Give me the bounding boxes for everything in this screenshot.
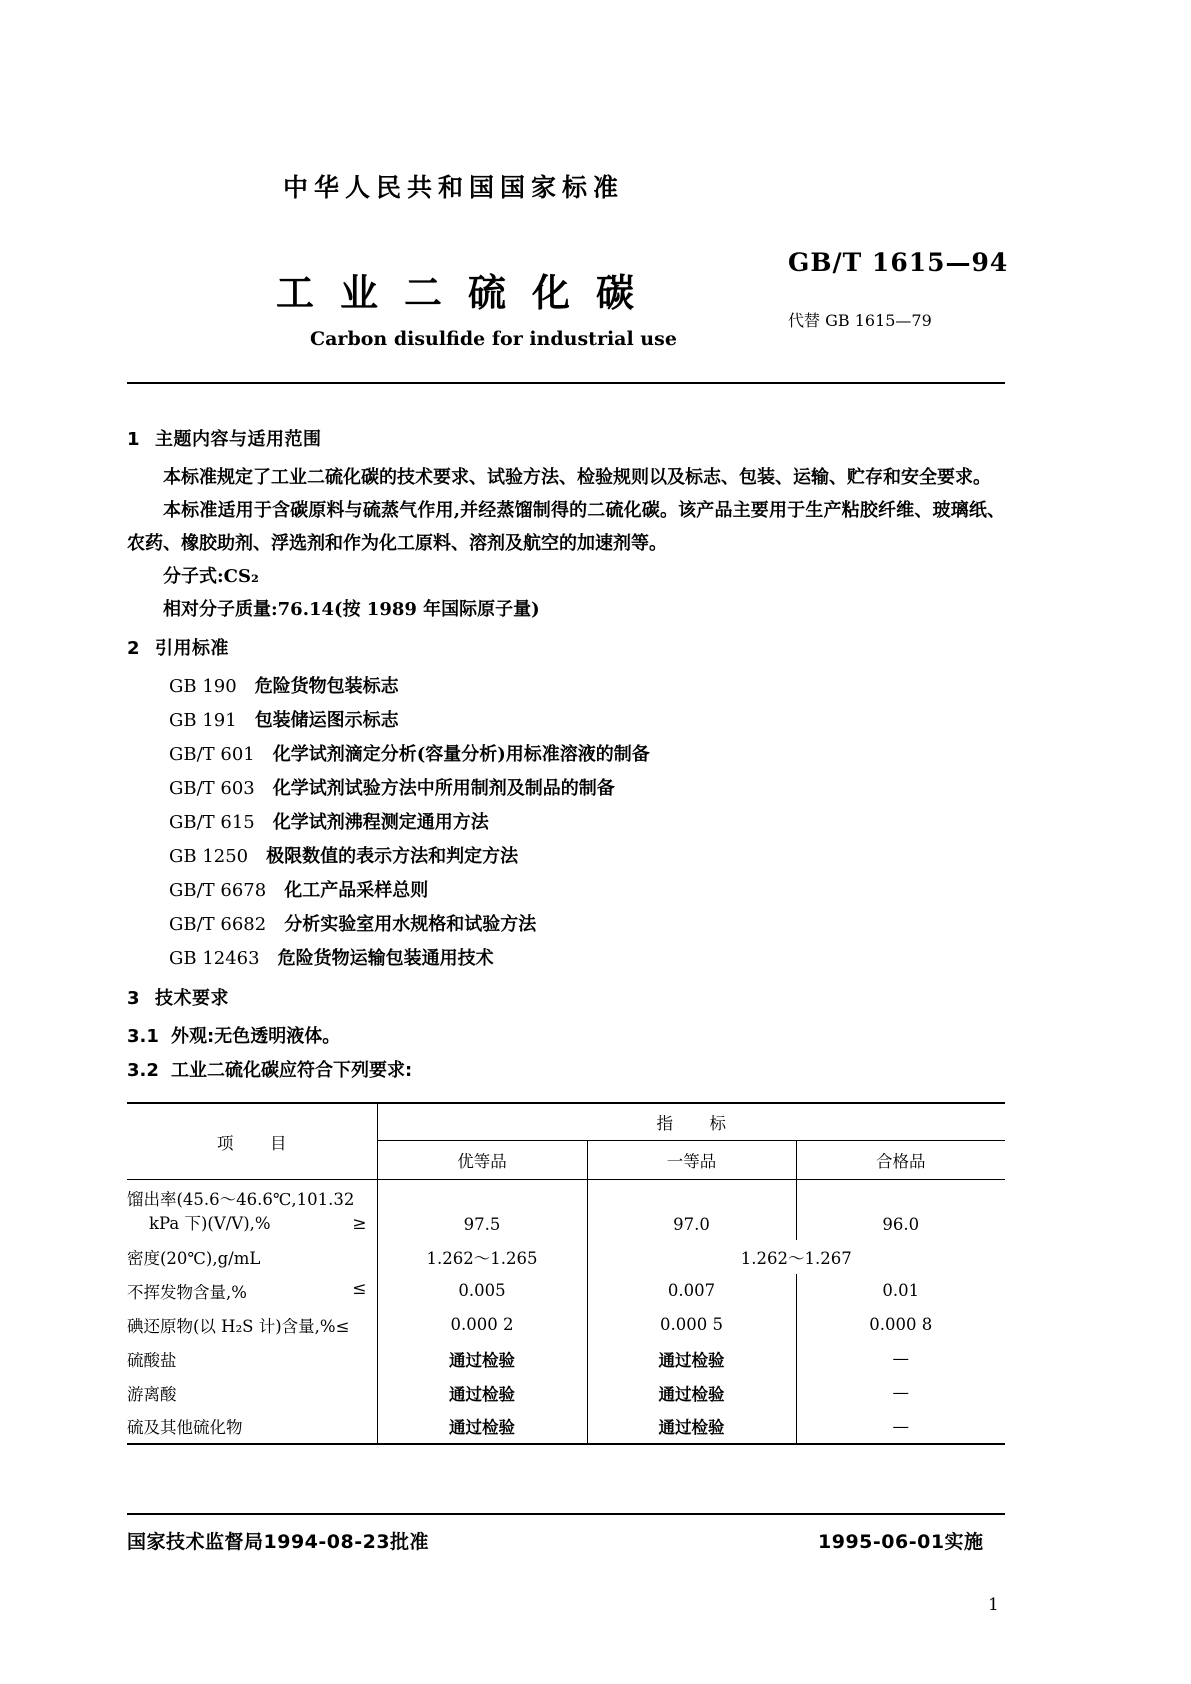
reference-code: GB/T 6682 [169, 914, 267, 935]
section-1-number: 1 [127, 429, 141, 450]
list-item [127, 704, 1005, 738]
reference-name: 危险货物包装标志 [254, 676, 399, 697]
approval-statement: 国家技术监督局1994-08-23批准 [127, 1531, 430, 1553]
section-3-2-number: 3.2 [127, 1060, 159, 1081]
reference-code: GB 191 [169, 710, 237, 731]
table-cell-value-superior: 通过检验 [377, 1410, 587, 1444]
section-1-heading [127, 425, 1005, 451]
table-row [127, 1376, 1005, 1410]
section-2-heading [127, 634, 1005, 660]
list-item [127, 908, 1005, 942]
referenced-standards-list [127, 670, 1005, 976]
table-header-index: 指 标 [377, 1103, 1005, 1141]
reference-code: GB/T 603 [169, 778, 255, 799]
section-3-2-heading [127, 1054, 1005, 1088]
item-label-line1: 密度(20℃),g/mL [127, 1248, 261, 1268]
list-item [127, 840, 1005, 874]
table-cell-value-qualified: 0.01 [882, 1281, 920, 1300]
table-row [127, 1240, 1005, 1274]
reference-code: GB 12463 [169, 948, 260, 969]
list-item [127, 738, 1005, 772]
table-row [127, 1180, 1005, 1240]
table-header-grade-superior: 优等品 [377, 1141, 587, 1180]
reference-code: GB/T 615 [169, 812, 255, 833]
table-cell-value-first: 通过检验 [587, 1410, 796, 1444]
reference-name: 极限数值的表示方法和判定方法 [266, 846, 519, 867]
table-cell-value-first: 97.0 [587, 1180, 796, 1240]
item-label-line1: 馏出率(45.6～46.6℃,101.32 [127, 1189, 355, 1209]
standard-replaces-note: 代替 GB 1615—79 [788, 311, 932, 330]
item-label-line1: 不挥发物含量,% [127, 1282, 247, 1302]
reference-name: 分析实验室用水规格和试验方法 [284, 914, 537, 935]
document-title: 工业二硫化碳 [276, 271, 661, 315]
section-3-heading [127, 984, 1005, 1010]
reference-name-secondary: 滴定分析(容量分析)用标准溶液的制备 [344, 744, 650, 765]
table-cell-value-qualified: — [892, 1383, 909, 1402]
table-cell-value-first: 通过检验 [587, 1376, 796, 1410]
reference-code: GB 190 [169, 676, 237, 697]
item-operator: ≤ [352, 1278, 367, 1299]
reference-code: GB/T 601 [169, 744, 255, 765]
list-item [127, 806, 1005, 840]
section-3-2-text: 工业二硫化碳应符合下列要求: [171, 1060, 413, 1081]
reference-name: 包装储运图示标志 [254, 710, 399, 731]
implementation-statement: 1995-06-01实施 [818, 1531, 984, 1553]
section-1-paragraph-1: 本标准规定了工业二硫化碳的技术要求、试验方法、检验规则以及标志、包装、运输、贮存和安全要求。 [163, 467, 991, 488]
list-item [127, 942, 1005, 976]
table-cell-value-superior: 0.005 [377, 1274, 587, 1308]
page-number: 1 [988, 1595, 999, 1615]
table-row [127, 1410, 1005, 1444]
reference-name: 化学试剂 [272, 744, 345, 765]
section-1-title: 主题内容与适用范围 [155, 429, 322, 450]
table-cell-item [127, 1180, 377, 1240]
list-item [127, 670, 1005, 704]
table-cell-value-first: 0.000 5 [587, 1308, 796, 1342]
table-cell-value-merged: 1.262～1.267 [740, 1248, 852, 1268]
section-2-number: 2 [127, 638, 141, 659]
section-3-1-heading [127, 1020, 1005, 1054]
table-header-grade-first: 一等品 [587, 1141, 796, 1180]
list-item [127, 772, 1005, 806]
table-header-row-1 [127, 1103, 1005, 1141]
table-row [127, 1274, 1005, 1308]
item-label-line1: 碘还原物(以 H₂S 计)含量,% [127, 1316, 336, 1336]
section-3-title: 技术要求 [155, 988, 229, 1009]
reference-name-secondary: 沸程测定通用方法 [344, 812, 489, 833]
standard-number: GB/T 1615—94 [788, 248, 1009, 277]
table-cell-item [127, 1308, 377, 1342]
table-header-item: 项 目 [127, 1103, 377, 1180]
table-cell-value-qualified: — [892, 1349, 909, 1368]
section-3-1-number: 3.1 [127, 1026, 159, 1047]
table-cell-value-qualified: — [796, 1410, 1005, 1444]
table-cell-value-first: 通过检验 [587, 1342, 796, 1376]
reference-name: 化学试剂 [272, 778, 345, 799]
section-2-title: 引用标准 [155, 638, 229, 659]
footer-divider-rule [127, 1513, 1005, 1515]
table-cell-value-first: 0.007 [587, 1274, 796, 1308]
table-row [127, 1308, 1005, 1342]
reference-name-secondary: 试验方法中所用制剂及制品的制备 [344, 778, 615, 799]
table-row [127, 1342, 1005, 1376]
item-operator: ≥ [352, 1213, 367, 1234]
item-label-line1: 硫及其他硫化物 [127, 1418, 243, 1437]
table-cell-value-qualified: 0.000 8 [869, 1315, 933, 1334]
relative-molecular-mass: 相对分子质量:76.14(按 1989 年国际原子量) [163, 599, 540, 620]
table-cell-item [127, 1240, 377, 1274]
table-cell-item [127, 1410, 377, 1444]
table-cell-value-superior: 97.5 [377, 1180, 587, 1240]
table-cell-value-superior: 通过检验 [377, 1342, 587, 1376]
header-divider-rule [127, 382, 1005, 384]
table-cell-value-superior: 1.262～1.265 [377, 1240, 587, 1274]
molecular-formula: 分子式:CS₂ [163, 566, 259, 587]
table-cell-value-superior: 通过检验 [377, 1376, 587, 1410]
table-cell-value-qualified: 96.0 [882, 1214, 920, 1234]
section-3-1-text: 外观:无色透明液体。 [171, 1026, 341, 1047]
reference-name: 化学试剂 [272, 812, 345, 833]
reference-code: GB/T 6678 [169, 880, 267, 901]
document-title-english: Carbon disulfide for industrial use [310, 328, 677, 350]
reference-code: GB 1250 [169, 846, 249, 867]
list-item [127, 874, 1005, 908]
item-operator: ≤ [335, 1316, 350, 1336]
table-cell-item [127, 1376, 377, 1410]
table-cell-item [127, 1342, 377, 1376]
table-cell-item [127, 1274, 377, 1308]
document-content [127, 425, 1005, 1445]
specification-table [127, 1102, 1005, 1445]
section-3-number: 3 [127, 988, 141, 1009]
item-label-line1: 游离酸 [127, 1384, 177, 1404]
section-1-paragraph-2: 本标准适用于含碳原料与硫蒸气作用,并经蒸馏制得的二硫化碳。该产品主要用于生产粘胶纤维、玻璃纸、农药、橡胶助剂、浮选剂和作为化工原料、溶剂及航空的加速剂等。 [127, 500, 1005, 554]
table-header-grade-qualified: 合格品 [796, 1141, 1005, 1180]
reference-name: 危险货物运输包装通用技术 [277, 948, 494, 969]
item-label-line1: 硫酸盐 [127, 1350, 177, 1370]
reference-name: 化工产品采样总则 [284, 880, 429, 901]
table-cell-value-superior: 0.000 2 [377, 1308, 587, 1342]
national-standard-title: 中华人民共和国国家标准 [283, 173, 625, 202]
item-label-line2: kPa 下)(V/V),% [149, 1213, 271, 1233]
